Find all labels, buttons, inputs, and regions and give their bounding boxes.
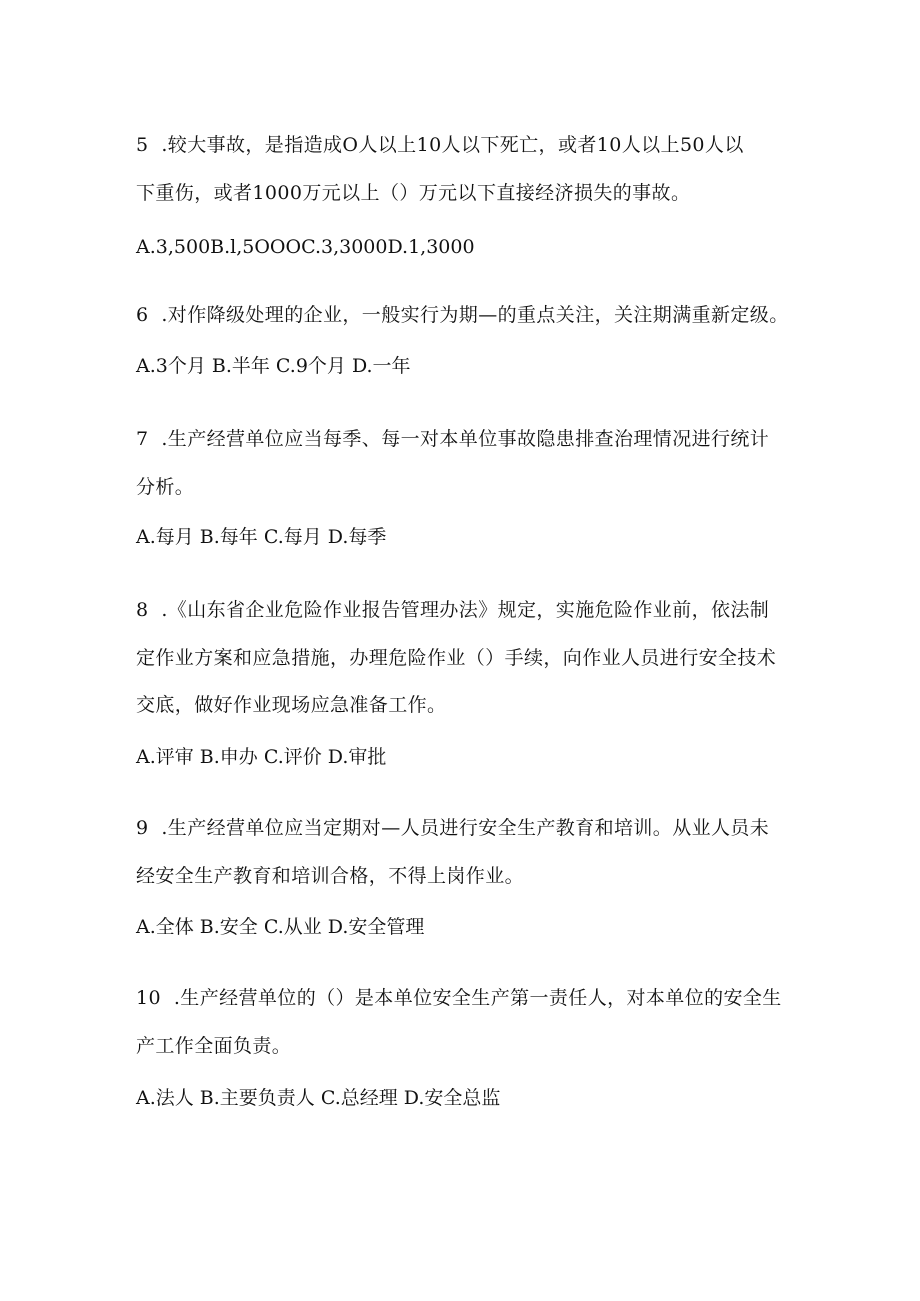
question-5-options: A.3,500B.l,5OOOC.3,3000D.1,3000 — [136, 236, 475, 258]
question-9-line-1: 9 .生产经营单位应当定期对—人员进行安全生产教育和培训。从业人员未 — [136, 817, 770, 839]
question-10-options: A.法人 B.主要负责人 C.总经理 D.安全总监 — [136, 1087, 501, 1109]
question-7-line-1: 7 .生产经营单位应当每季、每一对本单位事故隐患排查治理情况进行统计 — [136, 428, 770, 450]
question-5-line-2: 下重伤，或者1000万元以上（）万元以下直接经济损失的事故。 — [136, 182, 691, 204]
question-8-line-1: 8 .《山东省企业危险作业报告管理办法》规定，实施危险作业前，依法制 — [136, 599, 770, 621]
question-7-line-2: 分析。 — [136, 476, 195, 498]
question-8-options: A.评审 B.申办 C.评价 D.审批 — [136, 746, 387, 768]
question-9-options: A.全体 B.安全 C.从业 D.安全管理 — [136, 916, 425, 938]
question-10-line-2: 产工作全面负责。 — [136, 1035, 292, 1057]
question-6-options: A.3个月 B.半年 C.9个月 D.一年 — [136, 355, 411, 377]
question-7-options: A.每月 B.每年 C.每月 D.每季 — [136, 526, 387, 548]
question-9-line-2: 经安全生产教育和培训合格，不得上岗作业。 — [136, 865, 525, 887]
question-6-line-1: 6 .对作降级处理的企业，一般实行为期—的重点关注，关注期满重新定级。 — [136, 304, 789, 326]
question-5-line-1: 5 .较大事故，是指造成O人以上10人以下死亡，或者10人以上50人以 — [136, 134, 744, 156]
question-8-line-3: 交底，做好作业现场应急准备工作。 — [136, 694, 447, 716]
question-10-line-1: 10 .生产经营单位的（）是本单位安全生产第一责任人，对本单位的安全生 — [136, 987, 782, 1009]
question-8-line-2: 定作业方案和应急措施，办理危险作业（）手续，向作业人员进行安全技术 — [136, 647, 777, 669]
